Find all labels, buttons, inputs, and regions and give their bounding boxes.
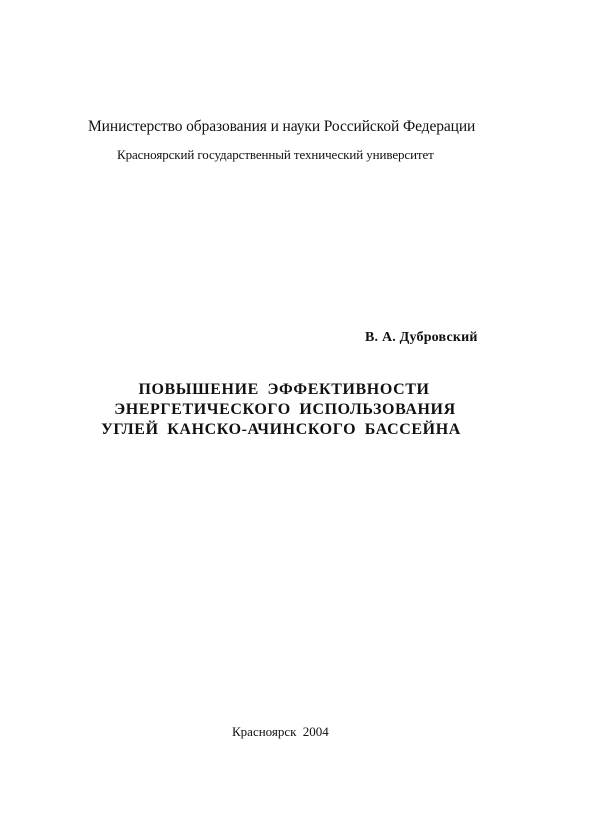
document-title bbox=[0, 380, 600, 440]
title-line-2: ЭНЕРГЕТИЧЕСКОГО ИСПОЛЬЗОВАНИЯ bbox=[114, 401, 456, 418]
ministry-name: Министерство образования и науки Российской Федерации bbox=[88, 118, 476, 135]
title-line-1: ПОВЫШЕНИЕ ЭФФЕКТИВНОСТИ bbox=[138, 381, 430, 398]
author-name: В. А. Дубровский bbox=[365, 330, 478, 345]
title-line-3: УГЛЕЙ КАНСКО-АЧИНСКОГО БАССЕЙНА bbox=[101, 421, 461, 438]
university-name: Красноярский государственный технический университет bbox=[117, 147, 434, 162]
city-year: Красноярск 2004 bbox=[232, 724, 329, 739]
